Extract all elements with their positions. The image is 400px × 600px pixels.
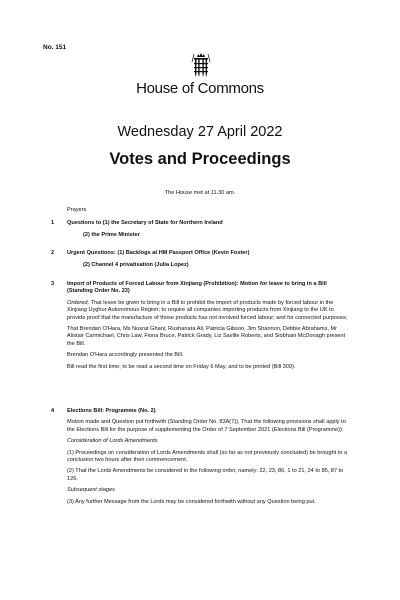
item-heading: Questions to (1) the Secretary of State for Northern Ireland <box>67 220 223 226</box>
item-paragraph: Bill read the first time; to be read a second time on Friday 6 May, and to be printed (Bill 309). <box>67 363 296 370</box>
item-paragraph: Brendan O'Hara accordingly presented the Bill. <box>67 352 184 359</box>
item-paragraph: Motion made and Question put forthwith (Standing Order No. 83A(7)), That the following provisions shall apply to the Elections Bill for the purpose of supplementing the Order of 7 September 2021 (Elections Bill (Programme)): <box>67 419 346 433</box>
item-number: 1 <box>51 220 55 226</box>
item-heading: Import of Products of Forced Labour from Xinjiang (Prohibition): Motion for leave to bring in a Bill (Standing Order No. 23) <box>67 281 327 295</box>
prayers-label: Prayers <box>67 207 87 213</box>
ordered-text: That leave be given to bring in a Bill to prohibit the import of products made by forced labour in the Xinjiang Uyghur Autonomous Region; to require all companies importing products from Xinjiang to the UK to provide proof that the manufacture of those products has not involved forced labour; and for connected purposes; <box>67 299 348 321</box>
proceeding-item <box>51 220 351 240</box>
issue-number: No. 151 <box>43 44 67 51</box>
met-line: The House met at 11.30 am. <box>164 190 236 196</box>
item-number: 4 <box>51 408 55 414</box>
item-paragraph: (1) Proceedings on consideration of Lords Amendments shall (so far as not previously concluded) be brought to a conclusion two hours after their commencement. <box>67 449 348 464</box>
sitting-date: Wednesday 27 April 2022 <box>117 124 283 140</box>
item-subheading: (2) Channel 4 privatisation (Julia Lopez) <box>83 262 189 269</box>
proceeding-item <box>51 408 351 510</box>
ordered-label: Ordered, <box>67 299 90 306</box>
item-number: 3 <box>51 281 55 287</box>
proceeding-item <box>51 281 351 375</box>
item-paragraph: (2) That the Lords Amendments be considered in the following order, namely: 22, 23, 86, 1 to 21, 24 to 85, 87 to 126. <box>67 468 344 482</box>
item-number: 2 <box>51 250 55 256</box>
proceeding-item <box>51 250 351 270</box>
item-heading: Urgent Questions: (1) Backlogs at HM Passport Office (Kevin Foster) <box>67 250 250 256</box>
item-paragraph: (3) Any further Message from the Lords may be considered forthwith without any Question being put. <box>67 498 316 505</box>
item-paragraph: That Brendan O'Hara, Ms Nusrat Ghani, Rushanara Ali, Patricia Gibson, Jim Shannon, Debbie Abrahams, Mr Alistair Carmichael, Chris Law, Fiona Bruce, Patrick Grady, Liz Saville Roberts, and Siobhain McDonagh present the Bill. <box>67 326 346 347</box>
item-paragraph <box>67 300 351 322</box>
item-subheading: (2) the Prime Minister <box>83 232 140 239</box>
item-heading: Elections Bill: Programme (No. 2) <box>67 408 156 414</box>
item-subsection: Subsequent stages <box>67 487 115 494</box>
page-title: Votes and Proceedings <box>109 150 291 168</box>
item-subsection: Consideration of Lords Amendments <box>67 438 158 445</box>
portcullis-icon <box>190 52 212 78</box>
house-name: House of Commons <box>136 80 264 97</box>
